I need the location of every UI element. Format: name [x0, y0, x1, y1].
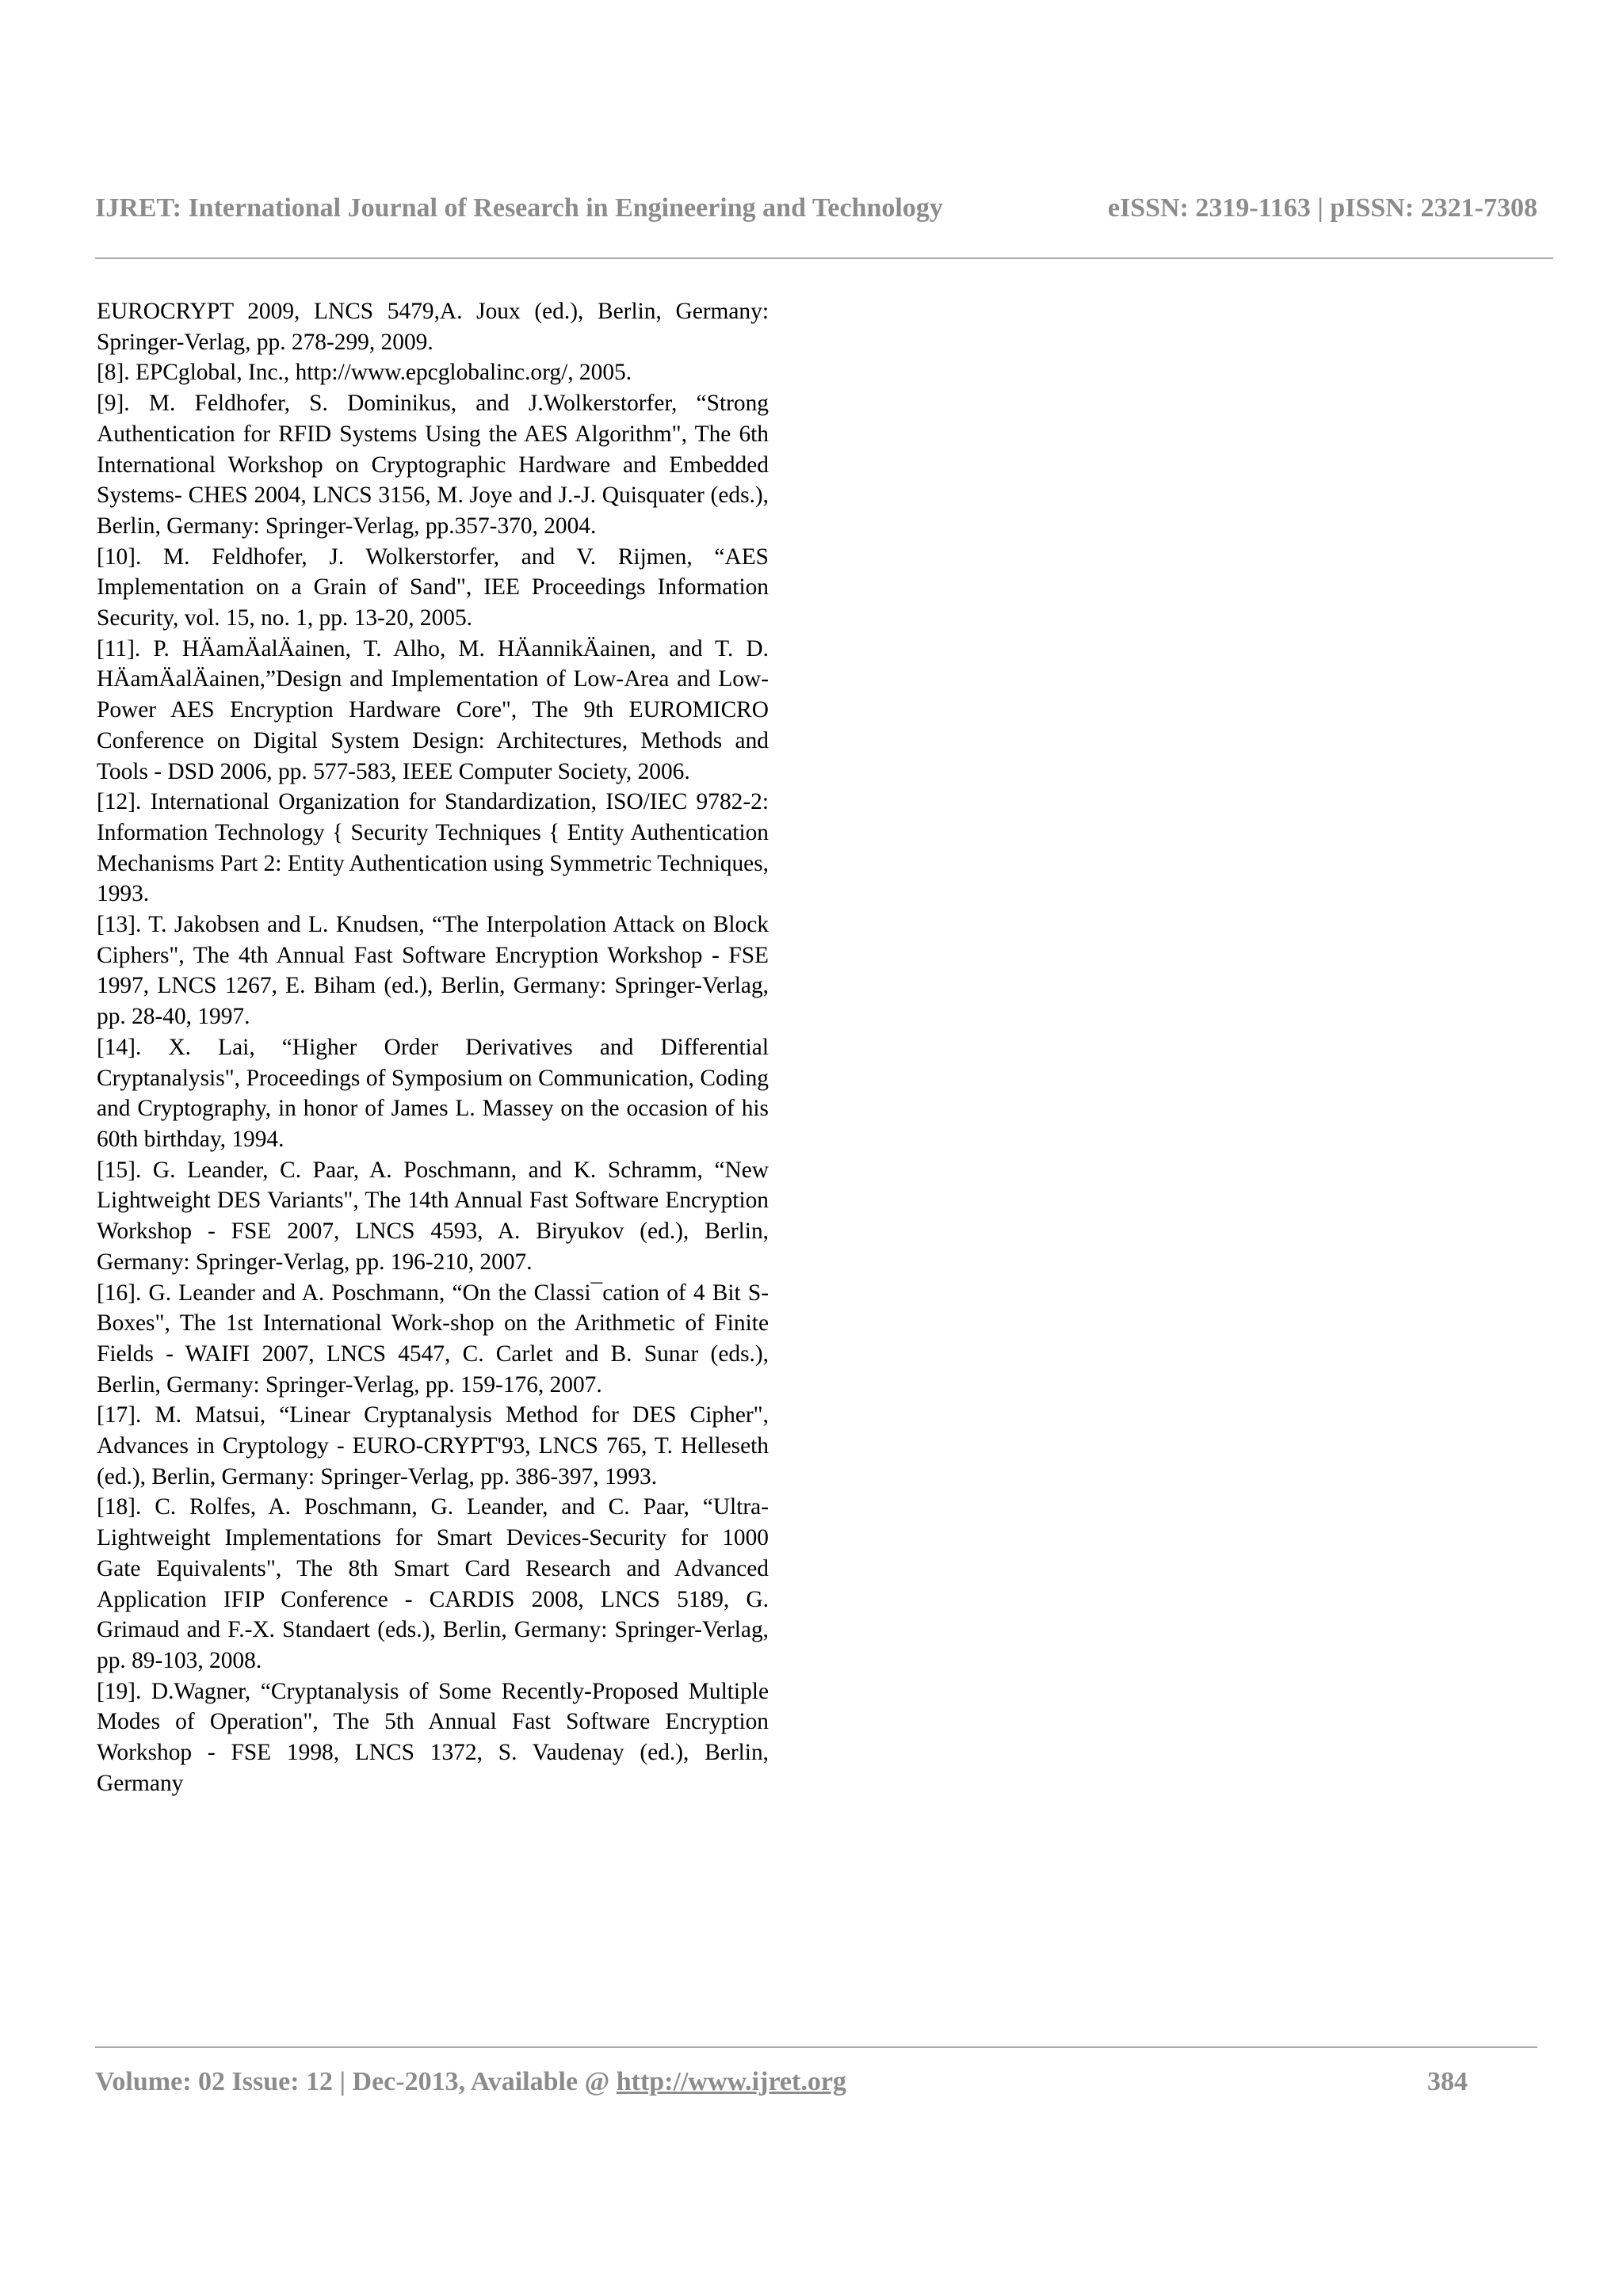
reference-7-continued: EUROCRYPT 2009, LNCS 5479,A. Joux (ed.), Berlin, Germany: Springer-Verlag, pp. 278-299, 2009. [97, 299, 769, 355]
references-list [97, 296, 769, 1798]
issn-label: eISSN: 2319-1163 | pISSN: 2321-7308 [1107, 193, 1537, 223]
page-footer [95, 2067, 1468, 2103]
footer-volume-text: Volume: 02 Issue: 12 | Dec-2013, Available @ [95, 2067, 617, 2096]
reference-10: [10]. M. Feldhofer, J. Wolkerstorfer, and V. Rijmen, “AES Implementation on a Grain of Sand", IEE Proceedings Information Security, vol. 15, no. 1, pp. 13-20, 2005. [97, 543, 769, 631]
reference-12: [12]. International Organization for Standardization, ISO/IEC 9782-2: Information Technology { Security Techniques { Entity Authentication Mechanisms Part 2: Entity Authentication using Symmetric Techniques, 1993. [97, 789, 769, 907]
header-divider [95, 257, 1553, 259]
reference-19: [19]. D.Wagner, “Cryptanalysis of Some Recently-Proposed Multiple Modes of Operation", The 5th Annual Fast Software Encryption Workshop - FSE 1998, LNCS 1372, S. Vaudenay (ed.), Berlin, Germany [97, 1678, 769, 1796]
page-header [95, 193, 1537, 230]
reference-15: [15]. G. Leander, C. Paar, A. Poschmann, and K. Schramm, “New Lightweight DES Variants", The 14th Annual Fast Software Encryption Workshop - FSE 2007, LNCS 4593, A. Biryukov (ed.), Berlin, Germany: Springer-Verlag, pp. 196-210, 2007. [97, 1157, 769, 1275]
footer-volume [95, 2067, 846, 2097]
reference-18: [18]. C. Rolfes, A. Poschmann, G. Leander, and C. Paar, “Ultra-Lightweight Implementations for Smart Devices-Security for 1000 Gate Equivalents", The 8th Smart Card Research and Advanced Application IFIP Conference - CARDIS 2008, LNCS 5189, G. Grimaud and F.-X. Standaert (eds.), Berlin, Germany: Springer-Verlag, pp. 89-103, 2008. [97, 1494, 769, 1673]
reference-11: [11]. P. HÄamÄalÄainen, T. Alho, M. HÄannikÄainen, and T. D. HÄamÄalÄainen,”Design and Implementation of Low-Area and Low-Power AES Encryption Hardware Core", The 9th EUROMICRO Conference on Digital System Design: Architectures, Methods and Tools - DSD 2006, pp. 577-583, IEEE Computer Society, 2006. [97, 635, 769, 784]
reference-13: [13]. T. Jakobsen and L. Knudsen, “The Interpolation Attack on Block Ciphers", The 4th Annual Fast Software Encryption Workshop - FSE 1997, LNCS 1267, E. Biham (ed.), Berlin, Germany: Springer-Verlag, pp. 28-40, 1997. [97, 912, 769, 1030]
reference-17: [17]. M. Matsui, “Linear Cryptanalysis Method for DES Cipher", Advances in Cryptology - EURO-CRYPT'93, LNCS 765, T. Helleseth (ed.), Berlin, Germany: Springer-Verlag, pp. 386-397, 1993. [97, 1402, 769, 1489]
journal-title: IJRET: International Journal of Research in Engineering and Technology [95, 193, 943, 223]
reference-14: [14]. X. Lai, “Higher Order Derivatives and Differential Cryptanalysis", Proceedings of Symposium on Communication, Coding and Cryptography, in honor of James L. Massey on the occasion of his 60th birthday, 1994. [97, 1034, 769, 1152]
footer-url-link[interactable]: http://www.ijret.org [616, 2067, 846, 2096]
reference-9: [9]. M. Feldhofer, S. Dominikus, and J.Wolkerstorfer, “Strong Authentication for RFID Systems Using the AES Algorithm", The 6th International Workshop on Cryptographic Hardware and Embedded Systems- CHES 2004, LNCS 3156, M. Joye and J.-J. Quisquater (eds.), Berlin, Germany: Springer-Verlag, pp.357-370, 2004. [97, 391, 769, 539]
reference-8: [8]. EPCglobal, Inc., http://www.epcglobalinc.org/, 2005. [97, 360, 632, 386]
page-number: 384 [1427, 2067, 1468, 2096]
footer-divider [95, 2046, 1537, 2048]
reference-16: [16]. G. Leander and A. Poschmann, “On the Classi¯cation of 4 Bit S-Boxes", The 1st International Work-shop on the Arithmetic of Finite Fields - WAIFI 2007, LNCS 4547, C. Carlet and B. Sunar (eds.), Berlin, Germany: Springer-Verlag, pp. 159-176, 2007. [97, 1280, 769, 1398]
